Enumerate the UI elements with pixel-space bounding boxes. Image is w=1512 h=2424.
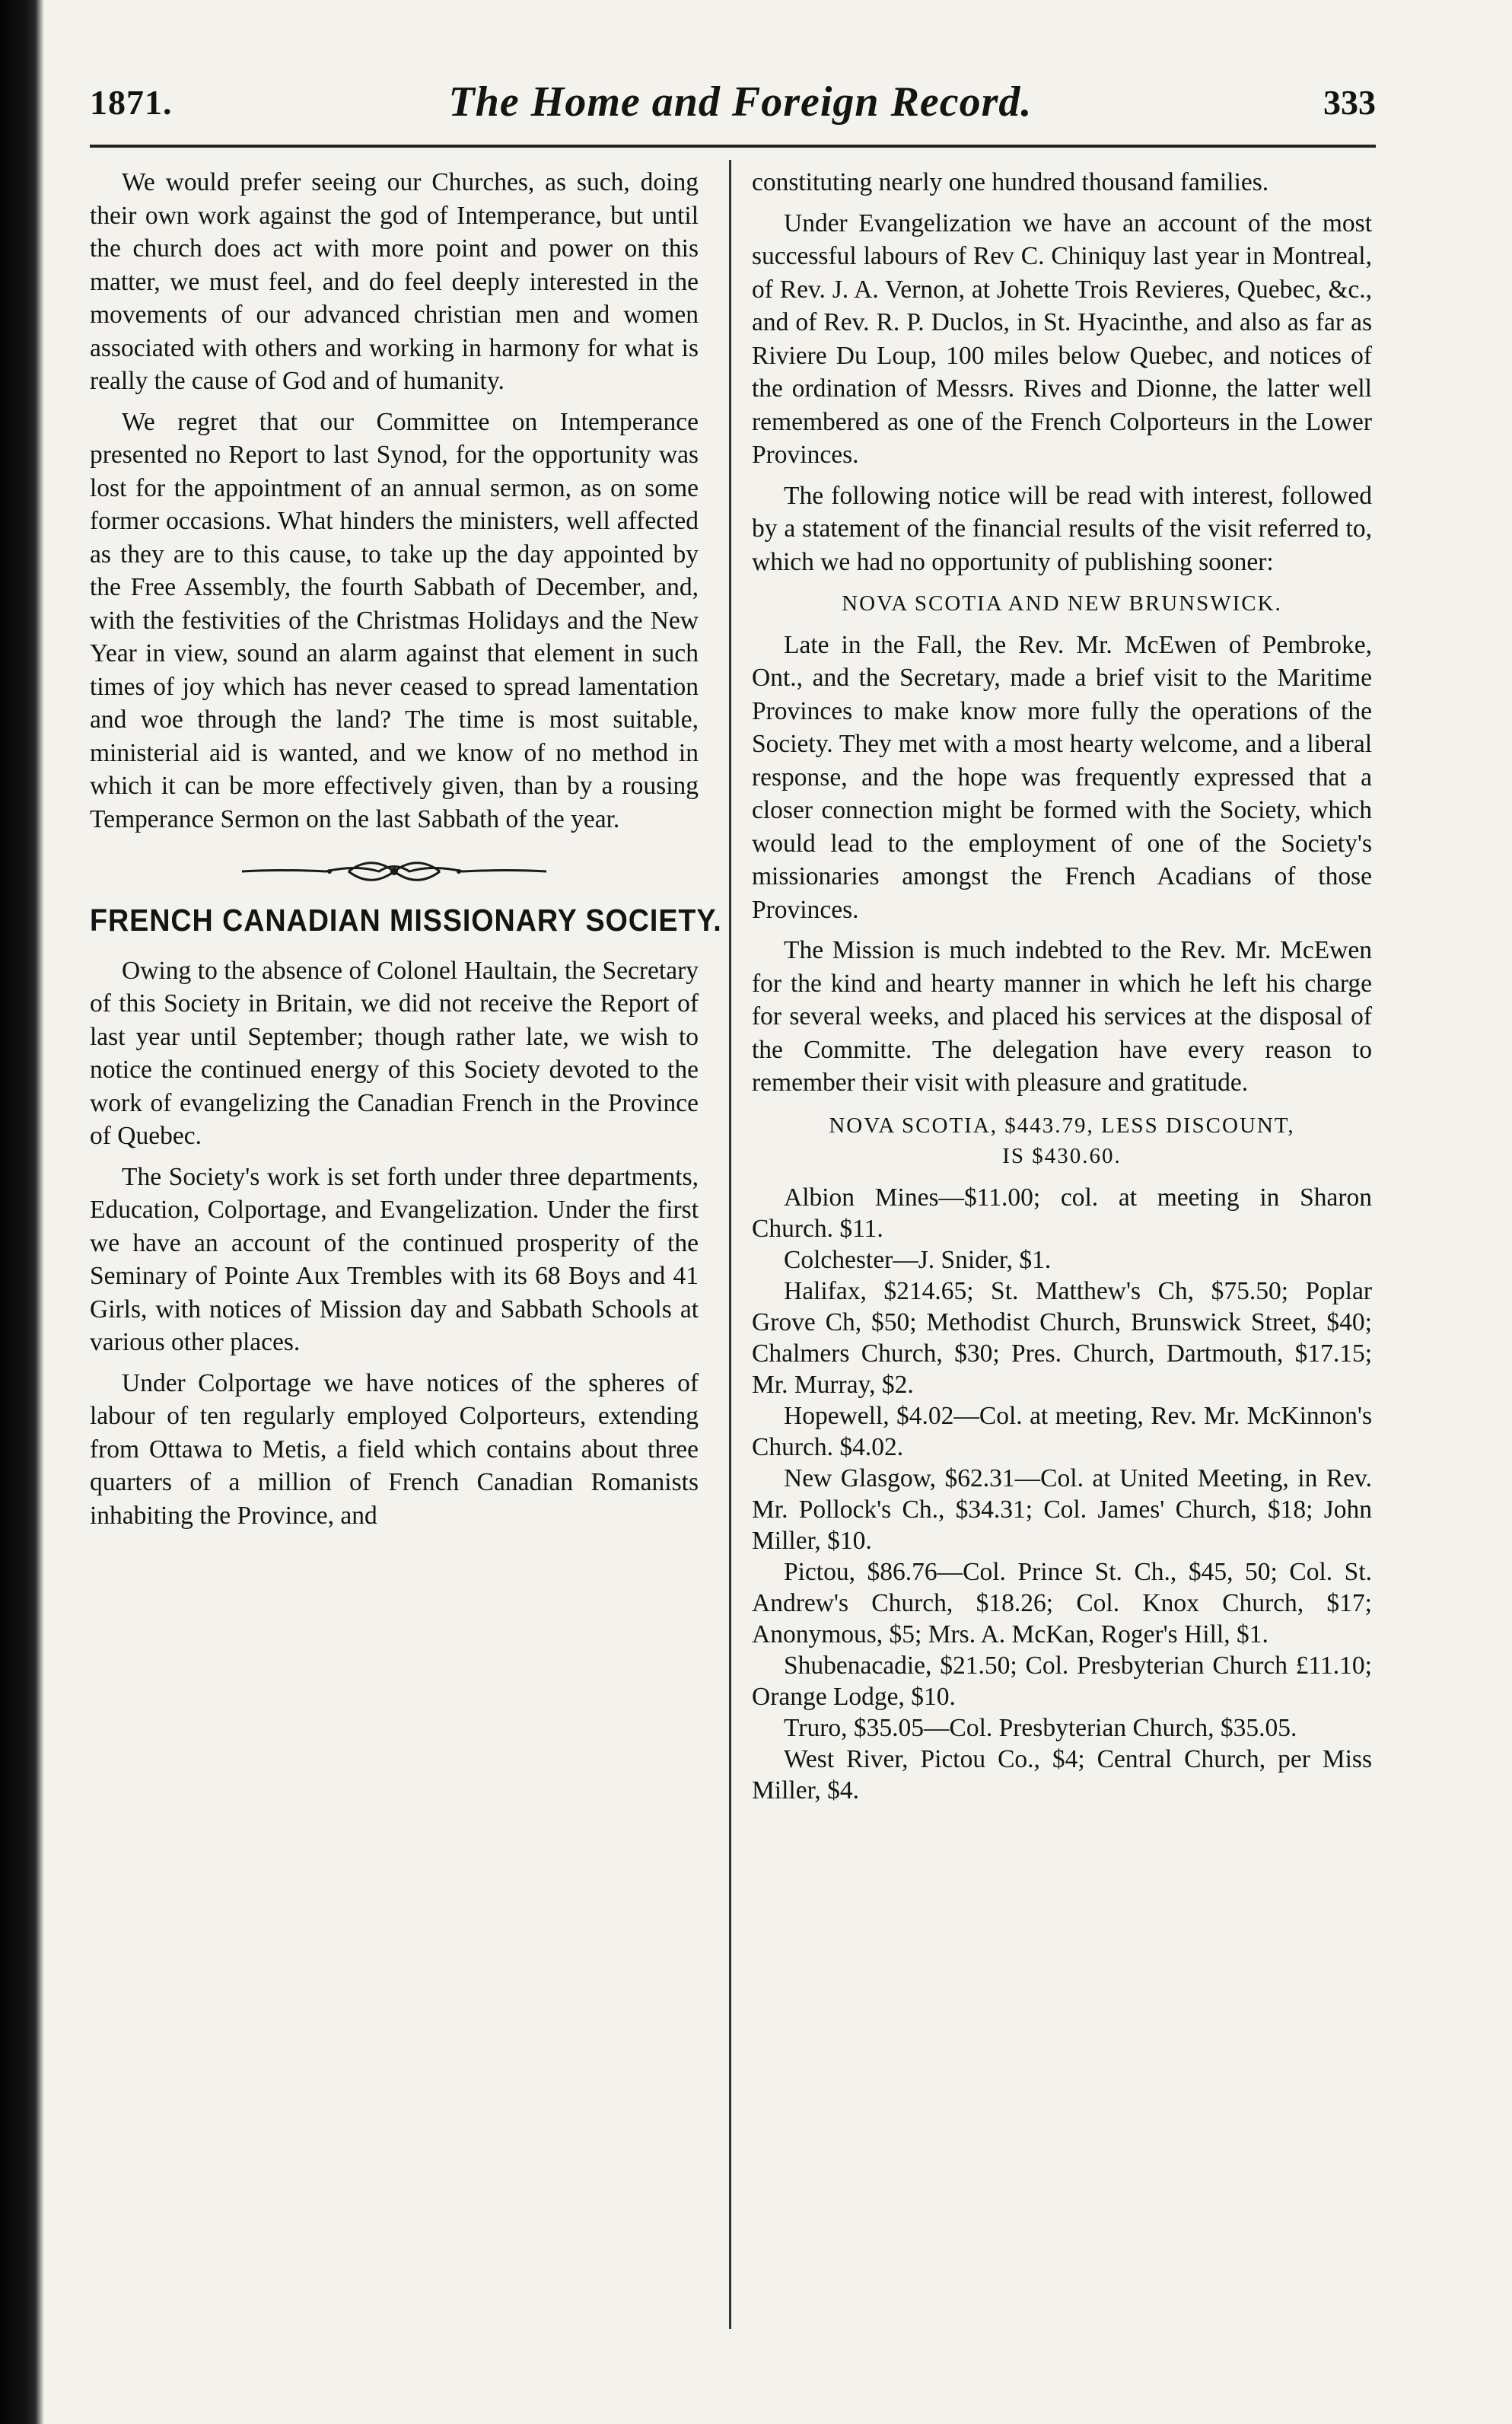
paragraph: constituting nearly one hundred thousand families. xyxy=(752,168,1269,196)
running-head xyxy=(90,78,1376,151)
page xyxy=(90,0,1376,2424)
accounts-heading-line: NOVA SCOTIA, $443.79, LESS DISCOUNT, xyxy=(829,1113,1295,1138)
header-rule xyxy=(90,145,1376,148)
section-heading: FRENCH CANADIAN MISSIONARY SOCIETY. xyxy=(90,903,722,938)
list-item: Shubenacadie, $21.50; Col. Presbyterian Church £11.10; Orange Lodge, $10. xyxy=(752,1651,1372,1711)
header-page-number: 333 xyxy=(1323,83,1376,122)
paragraph: The following notice will be read with interest, followed by a statement of the financial results of the visit referred to, which we had no opportunity of publishing sooner: xyxy=(752,481,1372,576)
scan-border xyxy=(0,0,44,2424)
list-item: Pictou, $86.76—Col. Prince St. Ch., $45, 50; Col. St. Andrew's Church, $18.26; Col. Knox Church, $17; Anonymous, $5; Mrs. A. McKan, Roger's Hill, $1. xyxy=(752,1557,1372,1648)
paragraph: Under Colportage we have notices of the spheres of labour of ten regularly employed Colporteurs, extending from Ottawa to Metis, a field which contains about three quarters of a million of French Canadian Romanists inhabiting the Province, and xyxy=(90,1368,699,1530)
list-item: Colchester—J. Snider, $1. xyxy=(784,1245,1052,1274)
list-item: Truro, $35.05—Col. Presbyterian Church, $35.05. xyxy=(784,1713,1297,1742)
paragraph: We would prefer seeing our Churches, as such, doing their own work against the god of Intemperance, but until the church does act with more point and power on this matter, we must feel, and do feel deeply interested in the movements of our advanced christian men and women associated with others and working in harmony for what is really the cause of God and of humanity. xyxy=(90,168,699,395)
paragraph: Late in the Fall, the Rev. Mr. McEwen of Pembroke, Ont., and the Secretary, made a brief visit to the Maritime Provinces to make know more fully the operations of the Society. They met with a most hearty welcome, and a liberal response, and the hope was frequently expressed that a closer connection might be formed with the Society, which would lead to the employment of one of the Society's missionaries amongst the French Acadians of those Provinces. xyxy=(752,630,1372,924)
list-item: Halifax, $214.65; St. Matthew's Ch, $75.50; Poplar Grove Ch, $50; Methodist Church, Brunswick Street, $40; Chalmers Church, $30; Pres. Church, Dartmouth, $17.15; Mr. Murray, $2. xyxy=(752,1276,1372,1399)
paragraph: The Society's work is set forth under three departments, Education, Colportage, and Evangelization. Under the first we have an account of the continued prosperity of the Seminary of Pointe Aux Trembles with its 68 Boys and 41 Girls, with notices of Mission day and Sabbath Schools at various other places. xyxy=(90,1162,699,1356)
paragraph: We regret that our Committee on Intemperance presented no Report to last Synod, for the opportunity was lost for the appointment of an annual sermon, as on some former occasions. What hinders the ministers, well affected as they are to this cause, to take up the day appointed by the Free Assembly, the fourth Sabbath of December, and, with the festivities of the Christmas Holidays and the New Year in view, sound an alarm against that element in such times of joy which has never ceased to spread lamentation and woe through the land? The time is most suitable, ministerial aid is wanted, and we know of no method in which it can be more effectively given, than by a rousing Temperance Sermon on the last Sabbath of the year. xyxy=(90,407,699,833)
list-item: Albion Mines—$11.00; col. at meeting in Sharon Church. $11. xyxy=(752,1183,1372,1243)
header-title: The Home and Foreign Record. xyxy=(448,78,1033,126)
ornament-divider-icon xyxy=(234,858,554,884)
list-item: Hopewell, $4.02—Col. at meeting, Rev. Mr. McKinnon's Church. $4.02. xyxy=(752,1401,1372,1461)
accounts-heading xyxy=(752,1110,1372,1171)
accounts-heading-line: IS $430.60. xyxy=(1002,1143,1122,1168)
list-item: West River, Pictou Co., $4; Central Church, per Miss Miller, $4. xyxy=(752,1744,1372,1804)
column-rule xyxy=(729,160,731,2329)
paragraph: The Mission is much indebted to the Rev. Mr. McEwen for the kind and hearty manner in which he left his charge for several weeks, and placed his services at the disposal of the Committe. The delegation have every reason to remember their visit with pleasure and gratitude. xyxy=(752,936,1372,1097)
left-column xyxy=(90,166,722,1540)
right-column xyxy=(752,166,1372,1806)
paragraph: Under Evangelization we have an account of the most successful labours of Rev C. Chiniquy last year in Montreal, of Rev. J. A. Vernon, at Johette Trois Revieres, Quebec, &c., and of Rev. R. P. Duclos, in St. Hyacinthe, and also as far as Riviere Du Loup, 100 miles below Quebec, and notices of the ordination of Messrs. Rives and Dionne, the latter well remembered as one of the French Colporteurs in the Lower Provinces. xyxy=(752,209,1372,469)
paragraph: Owing to the absence of Colonel Haultain, the Secretary of this Society in Britain, we did not receive the Report of last year until September; though rather late, we wish to notice the continued energy of this Society devoted to the work of evangelizing the Canadian French in the Province of Quebec. xyxy=(90,956,699,1150)
header-year: 1871. xyxy=(90,83,173,122)
list-item: New Glasgow, $62.31—Col. at United Meeting, in Rev. Mr. Pollock's Ch., $34.31; Col. James' Church, $18; John Miller, $10. xyxy=(752,1464,1372,1555)
subsection-heading: NOVA SCOTIA AND NEW BRUNSWICK. xyxy=(842,591,1282,616)
